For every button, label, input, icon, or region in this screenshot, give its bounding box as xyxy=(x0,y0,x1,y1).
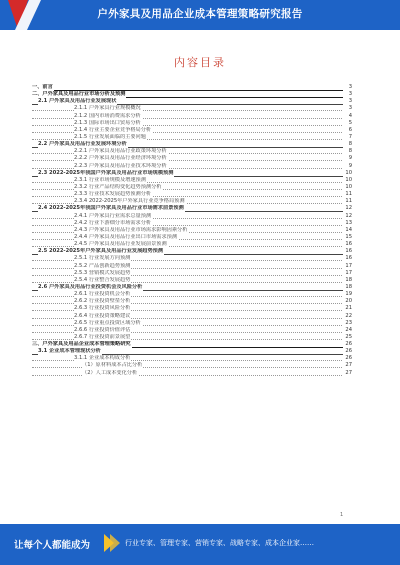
toc-entry[interactable] xyxy=(32,362,352,369)
toc-entry-page: 10 xyxy=(343,170,352,177)
toc-entry-page: 14 xyxy=(343,227,352,234)
toc-entry-label: 2.6.6 行业投资价值评估 xyxy=(74,326,131,333)
toc-entry-label: 2.1 户外家具及用品行业发展现状 xyxy=(38,98,117,105)
toc-entry[interactable] xyxy=(32,298,352,305)
toc-entry-label: 2.5.4 行业整合发展趋势 xyxy=(74,276,131,283)
toc-entry-label: 2.6.7 行业投资前景展望 xyxy=(74,333,131,340)
toc-entry-label: 3.1 企业成本管理现状分析 xyxy=(38,348,101,355)
toc-entry-page: 26 xyxy=(343,348,352,355)
toc-entry[interactable] xyxy=(32,205,352,212)
toc-entry-label: 2.6.2 行业投资壁垒分析 xyxy=(74,298,131,305)
toc-entry-label: 2.6.4 行业投资策略建议 xyxy=(74,312,131,319)
toc-entry-page: 27 xyxy=(343,362,352,369)
toc-entry-label: 2.3.1 行业市场规模及增速预测 xyxy=(74,176,146,183)
toc-entry-label: 2.5 2022-2025年户外家具及用品行业发展趋势预测 xyxy=(38,248,164,255)
toc-entry[interactable] xyxy=(32,163,352,170)
toc-entry-label: （1）原材料成本占比分析 xyxy=(82,362,143,369)
toc-entry-page: 12 xyxy=(343,213,352,220)
toc-entry-page: 18 xyxy=(343,284,352,291)
toc-entry[interactable] xyxy=(32,127,352,134)
toc-entry-page: 11 xyxy=(343,198,352,205)
toc-entry[interactable] xyxy=(32,284,352,291)
toc-entry-page: 18 xyxy=(343,277,352,284)
toc-entry-page: 3 xyxy=(343,105,352,112)
toc-entry-label: 2.4.3 户外家具及用品行业市场需求影响因素分析 xyxy=(74,226,188,233)
footer-bar xyxy=(0,524,400,565)
toc-entry[interactable] xyxy=(32,220,352,227)
toc-entry-page: 16 xyxy=(343,241,352,248)
toc-entry-page: 22 xyxy=(343,313,352,320)
toc-entry-page: 26 xyxy=(343,341,352,348)
toc-entry-page: 17 xyxy=(343,270,352,277)
toc-entry[interactable] xyxy=(32,84,352,91)
toc-entry-page: 20 xyxy=(343,298,352,305)
toc-entry-label: 2.4 2022-2025年我国户外家具及用品行业市场需求前景预测 xyxy=(38,205,184,212)
toc-entry[interactable] xyxy=(32,241,352,248)
toc-entry-label: 一、前言 xyxy=(32,84,53,90)
toc-entry-page: 11 xyxy=(343,191,352,198)
toc-entry-page: 25 xyxy=(343,334,352,341)
toc-entry-page: 26 xyxy=(343,355,352,362)
toc-entry-label: 2.1.2 国内市场消费需求分析 xyxy=(74,112,141,119)
toc-entry[interactable] xyxy=(32,191,352,198)
toc-entry-label: 2.3.3 行业技术发展趋势预测分析 xyxy=(74,191,152,198)
toc-entry[interactable] xyxy=(32,370,352,377)
toc-entry[interactable] xyxy=(32,105,352,112)
toc-entry-page: 27 xyxy=(343,370,352,377)
toc-entry-label: 三、户外家具及用品企业成本管理策略研究 xyxy=(32,341,131,348)
toc-entry-page: 21 xyxy=(343,305,352,312)
toc-entry-page: 3 xyxy=(343,98,352,105)
toc-entry-page: 16 xyxy=(343,248,352,255)
report-title: 户外家具及用品企业成本管理策略研究报告 xyxy=(97,8,303,20)
toc-entry[interactable] xyxy=(32,355,352,362)
toc-entry[interactable] xyxy=(32,134,352,141)
toc-entry-label: 2.4.4 户外家具及用品行业出口市场需求预测 xyxy=(74,233,178,240)
toc-entry-page: 24 xyxy=(343,327,352,334)
toc-entry-page: 3 xyxy=(343,91,352,98)
toc-entry[interactable] xyxy=(32,234,352,241)
toc-entry[interactable] xyxy=(32,141,352,148)
toc-entry-page: 12 xyxy=(343,205,352,212)
toc-entry-page: 17 xyxy=(343,263,352,270)
toc-entry-page: 8 xyxy=(343,148,352,155)
toc-entry-label: 2.3 2022-2025年我国户外家具及用品行业市场规模预测 xyxy=(38,169,174,176)
toc-entry[interactable] xyxy=(32,170,352,177)
toc-entry-label: 2.4.1 户外家具行业需求总量预测 xyxy=(74,212,152,219)
toc-entry-label: 2.4.2 行业下游细分市场需求分析 xyxy=(74,219,152,226)
toc-entry-label: 2.6.5 行业重点投资区域分析 xyxy=(74,319,141,326)
toc-entry[interactable] xyxy=(32,320,352,327)
toc-entry-label: 2.1.5 行业发展面临的主要问题 xyxy=(74,133,146,140)
toc-entry-label: 2.5.3 营销模式发展趋势 xyxy=(74,269,131,276)
toc-entry-label: 2.1.1 户外家具行业规模概况 xyxy=(74,105,141,112)
footer-slogan: 让每个人都能成为 xyxy=(14,540,91,551)
toc-entry-label: 2.5.2 产品创新趋势预测 xyxy=(74,262,131,269)
toc-entry-label: 2.6.1 行业投资机会分析 xyxy=(74,291,131,298)
toc-entry[interactable] xyxy=(32,98,352,105)
toc-entry-page: 23 xyxy=(343,320,352,327)
toc-entry-page: 3 xyxy=(343,84,352,91)
toc-entry[interactable] xyxy=(32,348,352,355)
toc-entry-label: 2.2.1 户外家具及用品行业政策环境分析 xyxy=(74,148,167,155)
arrow-icon-secondary xyxy=(110,534,120,552)
toc-entry-page: 13 xyxy=(343,220,352,227)
toc-entry[interactable] xyxy=(32,263,352,270)
toc-entry[interactable] xyxy=(32,277,352,284)
toc-entry[interactable] xyxy=(32,291,352,298)
toc-entry-label: 2.5.1 行业发展方向预测 xyxy=(74,255,131,262)
toc-entry[interactable] xyxy=(32,227,352,234)
toc-entry-label: 2.2.2 户外家具及用品行业经济环境分析 xyxy=(74,155,167,162)
toc-entry-page: 4 xyxy=(343,113,352,120)
toc-entry-label: 2.2 户外家具及用品行业发展环境分析 xyxy=(38,141,127,148)
toc-entry-page: 6 xyxy=(343,127,352,134)
toc-heading: 内容目录 xyxy=(174,56,226,69)
toc-entry-page: 7 xyxy=(343,134,352,141)
toc-entry-page: 19 xyxy=(343,291,352,298)
page-number: 1 xyxy=(340,512,344,518)
toc-entry-page: 10 xyxy=(343,184,352,191)
toc-entry-page: 9 xyxy=(343,163,352,170)
toc-entry-label: 2.2.3 户外家具及用品行业技术环境分析 xyxy=(74,162,167,169)
toc-entry-page: 16 xyxy=(343,255,352,262)
toc-entry[interactable] xyxy=(32,334,352,341)
toc-entry-label: 2.3.4 2022-2025年户外家具行业竞争格局预测 xyxy=(74,198,185,205)
toc-entry-label: 2.4.5 户外家具及用品行业发展前景预测 xyxy=(74,241,167,248)
toc-entry-label: 2.6 户外家具及用品行业投资机会及风险分析 xyxy=(38,283,143,290)
toc-entry-label: 2.1.3 国际市场出口贸易分析 xyxy=(74,119,141,126)
toc-entry[interactable] xyxy=(32,198,352,205)
toc-entry[interactable] xyxy=(32,248,352,255)
toc-entry[interactable] xyxy=(32,213,352,220)
toc-entry[interactable] xyxy=(32,184,352,191)
toc-entry-page: 5 xyxy=(343,120,352,127)
toc-entry-label: 2.3.2 行业产品结构变化趋势预测分析 xyxy=(74,183,162,190)
toc-entry[interactable] xyxy=(32,177,352,184)
footer-tagline: 行业专家、管理专家、营销专家、战略专家、成本企业家…… xyxy=(125,539,314,547)
toc-entry-page: 10 xyxy=(343,177,352,184)
toc-entry-label: 2.6.3 行业投资风险分析 xyxy=(74,305,131,312)
toc-entry-label: 3.1.1 企业成本构成分析 xyxy=(74,355,131,362)
toc-entry-page: 8 xyxy=(343,141,352,148)
header-bar xyxy=(0,0,400,30)
toc-entry[interactable] xyxy=(32,120,352,127)
toc-entry[interactable] xyxy=(32,270,352,277)
toc-entry[interactable] xyxy=(32,91,352,98)
toc-entry[interactable] xyxy=(32,341,352,348)
toc-entry-label: 二、户外家具及用品行业市场分析及预测 xyxy=(32,91,126,98)
toc-entry[interactable] xyxy=(32,155,352,162)
toc-entry-label: （2）人工成本变化分析 xyxy=(82,369,138,376)
toc-entry[interactable] xyxy=(32,148,352,155)
toc-entry-page: 9 xyxy=(343,155,352,162)
toc-entry-label: 2.1.4 行业主要企业竞争格局分析 xyxy=(74,126,152,133)
toc-entry[interactable] xyxy=(32,255,352,262)
toc-entry-page: 15 xyxy=(343,234,352,241)
toc-entry[interactable] xyxy=(32,327,352,334)
toc-entry[interactable] xyxy=(32,305,352,312)
toc-leader xyxy=(32,367,344,368)
table-of-contents xyxy=(32,84,352,377)
toc-entry[interactable] xyxy=(32,113,352,120)
toc-leader xyxy=(32,375,344,376)
toc-entry[interactable] xyxy=(32,313,352,320)
